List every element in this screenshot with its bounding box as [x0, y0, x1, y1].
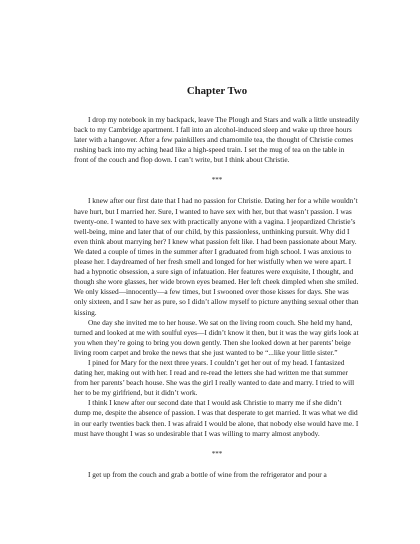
- paragraph: I knew after our first date that I had no passion for Christie. Dating her for a while wouldn’t have hurt, but I married her. Sure, I wanted to have sex with her, but that wasn’t passion. I was twenty-one. I wanted to have sex with practically anyone with a vagina. I jeopardized Christie’s well-being, mine and later that of our child, by this passionless, unthinking pursuit. Why did I even think about marrying her? I knew what passion felt like. I had been passionate about Mary. We dated a couple of times in the summer after I graduated from high school. I was anxious to please her. I daydreamed of her fresh smell and longed for her wistfully when we were apart. I had a hypnotic obsession, a sure sign of infatuation. Her features were exquisite, I thought, and though she wore glasses, her wide brown eyes beamed. Her left cheek dimpled when she smiled. We only kissed—innocently—a few times, but I swooned over those kisses for days. She was only sixteen, and I saw her as pure, so I didn’t allow myself to picture anything sexual other than kissing.: [74, 196, 359, 317]
- chapter-title: Chapter Two: [186, 85, 248, 97]
- paragraph: I pined for Mary for the next three years. I couldn’t get her out of my head. I fantasized dating her, making out with her. I read and re-read the letters she had written me that summer from her parents’ beach house. She was the girl I really wanted to date and marry. I tried to will her to be my girlfriend, but it didn’t work.: [74, 357, 355, 398]
- section-separator: ***: [211, 176, 223, 185]
- paragraph: One day she invited me to her house. We sat on the living room couch. She held my hand, turned and looked at me with soulful eyes—I didn’t know it then, but it was the way girls look at you when they’re going to bring you down gently. Then she looked down at her parents’ beige living room carpet and broke the news that she just wanted to be “...like your little sister.”: [74, 317, 359, 357]
- paragraph: I drop my notebook in my backpack, leave The Plough and Stars and walk a little unsteadily back to my Cambridge apartment. I fall into an alcohol-induced sleep and wake up three hours later with a hangover. After a few painkillers and chamomile tea, the thought of Christie comes rushing back into my aching head like a high-speed train. I set the mug of tea on the table in front of the couch and flop down. I can’t write, but I think about Christie.: [74, 115, 360, 165]
- section-separator: ***: [211, 449, 223, 458]
- paragraph: I think I knew after our second date that I would ask Christie to marry me if she didn’t dump me, despite the absence of passion. I was that desperate to get married. It was what we did in our early twenties back then. I was afraid I would be alone, that nobody else would have me. I must have thought I was so undesirable that I was willing to marry almost anybody.: [74, 398, 359, 438]
- paragraph: I get up from the couch and grab a bottle of wine from the refrigerator and pour a: [88, 469, 327, 479]
